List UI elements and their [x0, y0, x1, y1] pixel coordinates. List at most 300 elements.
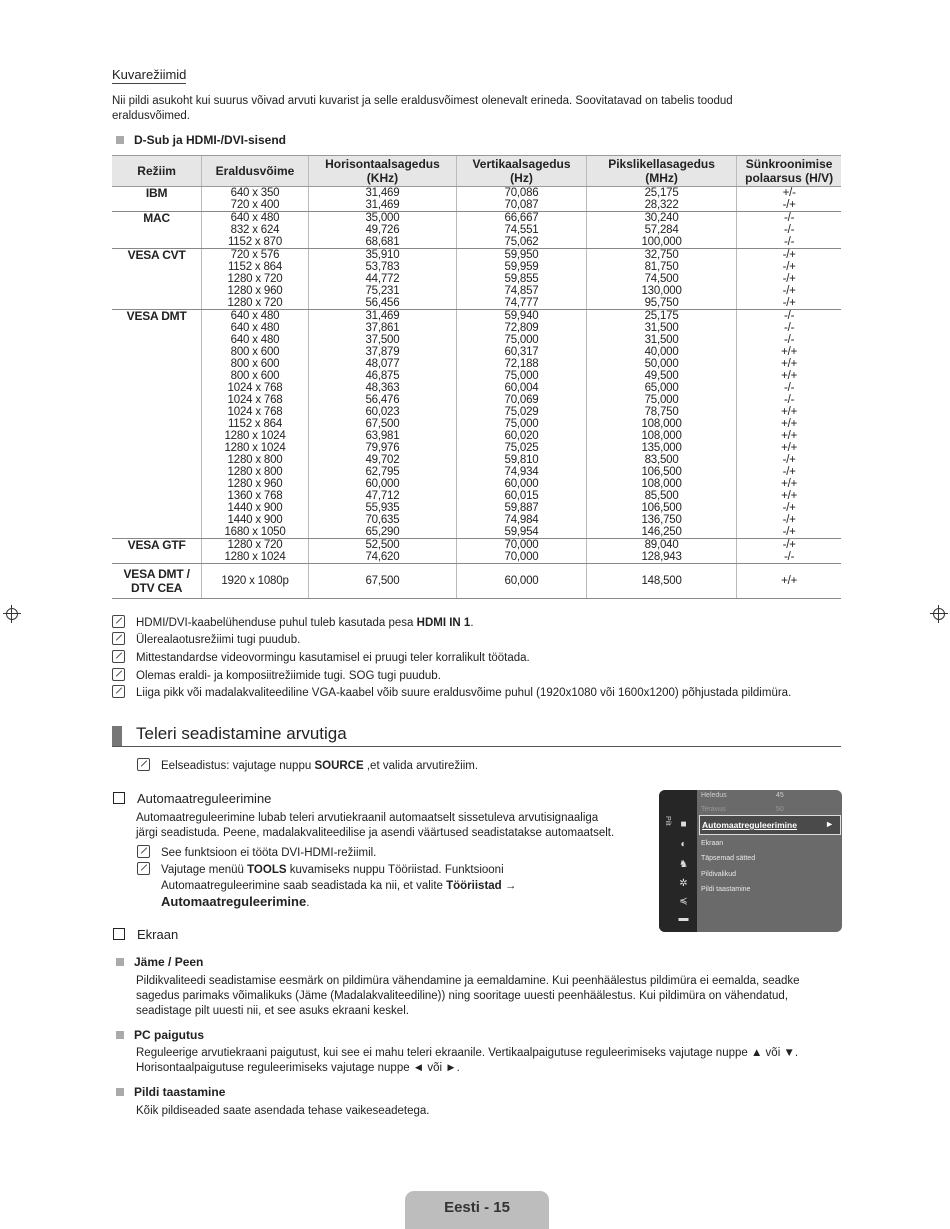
cell-value: 72,809	[504, 322, 539, 334]
pixel-clock-cell	[586, 310, 736, 539]
cell-value: 75,000	[504, 370, 539, 382]
menu-value-sharpness: 50	[776, 806, 784, 813]
cell-value: 640 x 350	[230, 187, 280, 199]
cell-value: 108,000	[641, 430, 682, 442]
cell-value: 106,500	[641, 502, 682, 514]
cell-value: 44,772	[365, 273, 400, 285]
cell-value: 100,000	[641, 236, 682, 248]
coarse-fine-header	[116, 953, 203, 971]
cell-value: 74,857	[504, 285, 539, 297]
cell-value: 40,000	[644, 346, 679, 358]
cell-value: 31,469	[365, 310, 400, 322]
horizontal-frequency-cell	[308, 564, 456, 599]
cell-value: 75,000	[504, 334, 539, 346]
cell-value: 48,077	[365, 358, 400, 370]
application-icon: ▬	[678, 913, 689, 924]
menu-item-screen[interactable]: Ekraan	[701, 840, 724, 847]
menu-item-auto-adjust[interactable]	[699, 815, 841, 835]
sync-polarity-cell	[737, 187, 841, 212]
note-text: Liiga pikk või madalakvaliteediline VGA-kaabel võib suure eraldusvõime puhul (1920x1080 või 1600x1200) põhjustada pildimüra.	[136, 687, 792, 699]
cell-value: -/+	[782, 297, 796, 309]
cell-value: 720 x 400	[230, 199, 280, 211]
cell-value: 89,040	[644, 539, 679, 551]
cell-value: 60,000	[504, 575, 539, 587]
note-text: ,et valida arvutirežiim.	[363, 760, 479, 772]
cell-value: 75,000	[644, 394, 679, 406]
channel-icon: ♞	[679, 859, 688, 870]
note-text: kuvamiseks nuppu Tööriistad. Funktsiooni	[286, 864, 504, 876]
cell-value: +/+	[781, 358, 798, 370]
mode-cell	[112, 187, 202, 212]
note-text: See funktsioon ei tööta DVI-HDMI-režiimil.	[161, 847, 377, 859]
menu-item-picture-reset[interactable]: Pildi taastamine	[701, 886, 751, 893]
cell-value: +/+	[781, 575, 798, 587]
picture-icon: ■	[680, 819, 687, 830]
cell-value: 67,500	[365, 418, 400, 430]
cell-value: 148,500	[641, 575, 682, 587]
cell-value: 70,069	[504, 394, 539, 406]
note-bold: HDMI IN 1	[416, 617, 471, 629]
cell-value: 108,000	[641, 478, 682, 490]
cell-value: 50,000	[644, 358, 679, 370]
cell-value: -/-	[784, 334, 795, 346]
sync-polarity-cell	[737, 539, 841, 564]
cell-value: 1280 x 960	[227, 285, 283, 297]
cell-value: 1152 x 864	[227, 261, 283, 273]
cell-value: -/-	[784, 322, 795, 334]
sync-polarity-cell	[737, 212, 841, 249]
horizontal-frequency-cell	[308, 212, 456, 249]
cell-value: -/+	[782, 539, 796, 551]
vertical-frequency-cell	[457, 187, 587, 212]
cell-value: 60,015	[504, 490, 539, 502]
intro-text	[112, 94, 792, 124]
cell-value: +/+	[781, 478, 798, 490]
cell-value: -/-	[784, 394, 795, 406]
table-row	[112, 187, 841, 212]
cell-value: 70,635	[365, 514, 400, 526]
note-bold: TOOLS	[247, 864, 287, 876]
vertical-frequency-cell	[457, 539, 587, 564]
cell-value: -/-	[784, 382, 795, 394]
text-line: sagedus parimaks võimalikuks (Jäme (Madalakvaliteediline)) ning sooritage uuesti peenhäälestus. Kui pildimüra on vähendatud,	[136, 990, 789, 1002]
table-header-cell	[112, 156, 202, 187]
mode-cell	[112, 539, 202, 564]
header-text: Sünkroonimise	[745, 157, 833, 171]
page-footer-tab	[405, 1191, 549, 1229]
resolution-cell	[202, 564, 309, 599]
cell-value: 78,750	[644, 406, 679, 418]
pc-position-text	[136, 1046, 798, 1076]
cell-value: VESA CVT	[127, 248, 186, 262]
intro-line-1: Nii pildi asukoht kui suurus võivad arvuti kuvarist ja selle eraldusvõimest olenevalt erineda. Soovitatavad on tabelis toodud	[112, 95, 733, 107]
cell-value: 800 x 600	[230, 370, 280, 382]
cell-value: VESA DMT /	[123, 567, 190, 581]
header-text: (KHz)	[366, 171, 399, 185]
note-interlace	[112, 632, 300, 647]
cell-value: 25,175	[644, 310, 679, 322]
cell-value: 1280 x 1024	[224, 551, 286, 563]
cell-value: 74,620	[365, 551, 400, 563]
cell-value: 47,712	[365, 490, 400, 502]
cell-value: 60,023	[365, 406, 400, 418]
square-bullet-icon	[116, 1088, 124, 1096]
cell-value: 66,667	[504, 212, 539, 224]
note-text: .	[470, 617, 474, 629]
cell-value: -/+	[782, 273, 796, 285]
note-text: Vajutage menüü	[161, 864, 248, 876]
note-dvi-hdmi	[137, 845, 376, 860]
cell-value: 37,861	[365, 322, 400, 334]
menu-side-label: Pilt	[664, 816, 671, 826]
mode-cell	[112, 212, 202, 249]
cell-value: IBM	[145, 186, 168, 200]
cell-value: 95,750	[644, 297, 679, 309]
cell-value: -/+	[782, 454, 796, 466]
cell-value: 31,469	[365, 199, 400, 211]
header-text: Pikslikellasagedus	[608, 157, 715, 171]
table-row	[112, 249, 841, 310]
menu-item-sharpness[interactable]: Teravus	[701, 806, 726, 813]
cell-value: 31,469	[365, 187, 400, 199]
cell-value: 640 x 480	[230, 310, 280, 322]
cell-value: -/+	[782, 526, 796, 538]
cell-value: 1280 x 960	[227, 478, 283, 490]
cell-value: 30,240	[644, 212, 679, 224]
cell-value: 70,086	[504, 187, 539, 199]
cell-value: 56,476	[365, 394, 400, 406]
cell-value: 60,317	[504, 346, 539, 358]
note-vga-cable	[112, 685, 791, 700]
cell-value: 74,984	[504, 514, 539, 526]
auto-adjust-heading	[113, 791, 271, 806]
table-row	[112, 310, 841, 539]
cell-value: +/+	[781, 406, 798, 418]
note-icon	[112, 650, 125, 663]
cell-value: 75,025	[504, 442, 539, 454]
note-nonstandard	[112, 650, 530, 665]
note-text: Automaatreguleerimine saab seadistada ka nii, et valite	[161, 880, 447, 892]
cell-value: 46,875	[365, 370, 400, 382]
cell-value: 48,363	[365, 382, 400, 394]
note-text: Eelseadistus: vajutage nuppu	[161, 760, 315, 772]
vertical-frequency-cell	[457, 212, 587, 249]
cell-value: 1280 x 720	[227, 297, 283, 309]
cell-value: -/+	[782, 502, 796, 514]
cell-value: 49,702	[365, 454, 400, 466]
cell-value: 70,087	[504, 199, 539, 211]
picture-reset-header	[116, 1083, 225, 1101]
cell-value: -/-	[784, 212, 795, 224]
menu-item-advanced[interactable]: Täpsemad sätted	[701, 855, 756, 862]
note-tools	[137, 862, 516, 911]
cell-value: 72,188	[504, 358, 539, 370]
table-header-row	[112, 156, 841, 187]
cell-value: 59,959	[504, 261, 539, 273]
arrow-right-icon: ►	[825, 819, 834, 829]
mode-cell	[112, 564, 202, 599]
note-icon	[137, 758, 150, 771]
horizontal-frequency-cell	[308, 187, 456, 212]
cell-value: 1920 x 1080p	[221, 575, 289, 587]
cell-value: 35,000	[365, 212, 400, 224]
cell-value: -/+	[782, 466, 796, 478]
note-icon	[112, 615, 125, 628]
header-text: Vertikaalsagedus	[472, 157, 571, 171]
resolution-cell	[202, 310, 309, 539]
coarse-fine-title: Jäme / Peen	[134, 955, 204, 969]
table-header-cell	[586, 156, 736, 187]
cell-value: 136,750	[641, 514, 682, 526]
cell-value: 75,062	[504, 236, 539, 248]
cell-value: 28,322	[644, 199, 679, 211]
cell-value: 1024 x 768	[227, 406, 283, 418]
main-heading: Teleri seadistamine arvutiga	[136, 724, 347, 743]
cell-value: 130,000	[641, 285, 682, 297]
auto-adjust-text	[136, 811, 614, 841]
intro-line-2: eraldusvõimed.	[112, 110, 190, 122]
pc-position-title: PC paigutus	[134, 1028, 205, 1042]
horizontal-frequency-cell	[308, 310, 456, 539]
subsection-title: D-Sub ja HDMI-/DVI-sisend	[134, 133, 287, 147]
display-modes-table	[112, 155, 841, 599]
text-line: Reguleerige arvutiekraani paigutust, kui see ei mahu teleri ekraanile. Vertikaalpaigutuse reguleerimiseks vajutage nuppe ▲ või ▼.	[136, 1047, 799, 1059]
text-line: Horisontaalpaigutuse reguleerimiseks vajutage nuppe ◄ või ►.	[136, 1062, 460, 1074]
mode-cell	[112, 310, 202, 539]
cell-value: 56,456	[365, 297, 400, 309]
cell-value: 85,500	[644, 490, 679, 502]
cell-value: -/+	[782, 514, 796, 526]
cell-value: 37,500	[365, 334, 400, 346]
cell-value: 70,000	[504, 539, 539, 551]
cell-value: 640 x 480	[230, 212, 280, 224]
cell-value: 52,500	[365, 539, 400, 551]
coarse-fine-text	[136, 974, 800, 1019]
cell-value: 75,231	[365, 285, 400, 297]
cell-value: 67,500	[365, 575, 400, 587]
cell-value: 25,175	[644, 187, 679, 199]
cell-value: 70,000	[504, 551, 539, 563]
note-text: →	[501, 880, 517, 892]
cell-value: 60,000	[504, 478, 539, 490]
cell-value: 49,726	[365, 224, 400, 236]
square-bullet-icon	[116, 958, 124, 966]
menu-item-auto-adjust-label: Automaatreguleerimine	[702, 820, 797, 830]
cell-value: +/-	[782, 187, 796, 199]
note-text: Ülerealaotusrežiimi tugi puudub.	[136, 634, 301, 646]
pixel-clock-cell	[586, 249, 736, 310]
note-icon	[112, 668, 125, 681]
vertical-frequency-cell	[457, 249, 587, 310]
horizontal-frequency-cell	[308, 539, 456, 564]
cell-value: 57,284	[644, 224, 679, 236]
cell-value: 1152 x 870	[227, 236, 283, 248]
cell-value: 1360 x 768	[227, 490, 283, 502]
cell-value: 59,940	[504, 310, 539, 322]
checkbox-bullet-icon	[113, 792, 125, 804]
cell-value: +/+	[781, 346, 798, 358]
cell-value: 59,887	[504, 502, 539, 514]
vertical-frequency-cell	[457, 564, 587, 599]
cell-value: -/-	[784, 236, 795, 248]
resolution-cell	[202, 212, 309, 249]
table-row	[112, 539, 841, 564]
table-header-cell	[308, 156, 456, 187]
cell-value: -/-	[784, 551, 795, 563]
cell-value: 640 x 480	[230, 322, 280, 334]
cell-value: 640 x 480	[230, 334, 280, 346]
table-row	[112, 212, 841, 249]
cell-value: 1280 x 720	[227, 273, 283, 285]
cell-value: -/+	[782, 199, 796, 211]
cell-value: 800 x 600	[230, 346, 280, 358]
table-header-cell	[202, 156, 309, 187]
main-heading-bar	[112, 724, 841, 747]
cell-value: 108,000	[641, 418, 682, 430]
header-text: Eraldusvõime	[215, 164, 295, 178]
heading-block-icon	[112, 726, 122, 746]
tv-menu-screenshot	[659, 790, 842, 932]
cell-value: 49,500	[644, 370, 679, 382]
cell-value: 81,750	[644, 261, 679, 273]
cell-value: 720 x 576	[230, 249, 280, 261]
cell-value: 800 x 600	[230, 358, 280, 370]
cell-value: 59,810	[504, 454, 539, 466]
resolution-cell	[202, 187, 309, 212]
note-bold: Automaatreguleerimine	[161, 894, 307, 909]
cell-value: 60,004	[504, 382, 539, 394]
auto-line-2: järgi seadistuda. Peene, madalakvaliteedilise ja asendi väärtused seadistatakse automaatselt.	[136, 827, 615, 839]
cell-value: 60,000	[365, 478, 400, 490]
cell-value: 63,981	[365, 430, 400, 442]
cell-value: -/-	[784, 224, 795, 236]
table-header-cell	[457, 156, 587, 187]
cell-value: 106,500	[641, 466, 682, 478]
cell-value: +/+	[781, 490, 798, 502]
square-bullet-icon	[116, 136, 124, 144]
cell-value: 37,879	[365, 346, 400, 358]
note-presetting	[137, 758, 478, 773]
cell-value: 65,000	[644, 382, 679, 394]
table-header-cell	[737, 156, 841, 187]
menu-item-picture-options[interactable]: Pildivalikud	[701, 871, 737, 878]
cell-value: 146,250	[641, 526, 682, 538]
cell-value: 1280 x 1024	[224, 442, 286, 454]
square-bullet-icon	[116, 1031, 124, 1039]
note-sync	[112, 668, 441, 683]
cell-value: +/+	[781, 442, 798, 454]
cell-value: MAC	[143, 211, 170, 225]
resolution-cell	[202, 249, 309, 310]
cell-value: 68,681	[365, 236, 400, 248]
table-row	[112, 564, 841, 599]
cell-value: 75,029	[504, 406, 539, 418]
cell-value: 32,750	[644, 249, 679, 261]
note-bold: SOURCE	[314, 760, 364, 772]
cell-value: 128,943	[641, 551, 682, 563]
menu-value-brightness: 45	[776, 792, 784, 799]
cell-value: 832 x 624	[230, 224, 280, 236]
picture-reset-title: Pildi taastamine	[134, 1085, 226, 1099]
note-text: .	[306, 897, 310, 909]
sync-polarity-cell	[737, 249, 841, 310]
header-text: Režiim	[137, 164, 176, 178]
cell-value: 1024 x 768	[227, 382, 283, 394]
cell-value: 1680 x 1050	[224, 526, 286, 538]
cell-value: 59,954	[504, 526, 539, 538]
cell-value: 65,290	[365, 526, 400, 538]
note-text: HDMI/DVI-kaabelühenduse puhul tuleb kasutada pesa	[136, 617, 417, 629]
cell-value: 1280 x 1024	[224, 430, 286, 442]
note-hdmi	[112, 615, 474, 630]
header-text: Horisontaalsagedus	[325, 157, 440, 171]
cell-value: 55,935	[365, 502, 400, 514]
cell-value: +/+	[781, 418, 798, 430]
registration-mark-right	[933, 608, 945, 620]
pc-position-header	[116, 1026, 204, 1044]
cell-value: 74,500	[644, 273, 679, 285]
auto-adjust-title: Automaatreguleerimine	[137, 791, 272, 806]
sync-polarity-cell	[737, 564, 841, 599]
cell-value: 1280 x 800	[227, 454, 283, 466]
vertical-frequency-cell	[457, 310, 587, 539]
sync-polarity-cell	[737, 310, 841, 539]
registration-mark-left	[6, 608, 18, 620]
screen-heading	[113, 927, 178, 942]
horizontal-frequency-cell	[308, 249, 456, 310]
auto-line-1: Automaatreguleerimine lubab teleri arvutiekraanil automaatselt sissetuleva arvutisignaaliga	[136, 812, 599, 824]
header-text: polaarsus (H/V)	[745, 171, 834, 185]
cell-value: 74,551	[504, 224, 539, 236]
note-text: Mittestandardse videovormingu kasutamisel ei pruugi teler korralikult töötada.	[136, 652, 530, 664]
resolution-cell	[202, 539, 309, 564]
mode-cell	[112, 249, 202, 310]
note-bold: Tööriistad	[446, 880, 502, 892]
cell-value: 1440 x 900	[227, 514, 283, 526]
cell-value: 35,910	[365, 249, 400, 261]
cell-value: +/+	[781, 430, 798, 442]
cell-value: 75,000	[504, 418, 539, 430]
note-icon	[137, 845, 150, 858]
section-title: Kuvarežiimid	[112, 67, 187, 82]
note-icon	[112, 632, 125, 645]
subsection-header	[116, 131, 286, 149]
cell-value: -/+	[782, 285, 796, 297]
page-number: Eesti - 15	[444, 1199, 510, 1216]
cell-value: 1024 x 768	[227, 394, 283, 406]
cell-value: 59,855	[504, 273, 539, 285]
pixel-clock-cell	[586, 564, 736, 599]
cell-value: 135,000	[641, 442, 682, 454]
note-icon	[112, 685, 125, 698]
cell-value: -/+	[782, 261, 796, 273]
cell-value: 79,976	[365, 442, 400, 454]
text-line: Pildikvaliteedi seadistamise eesmärk on pildimüra vähendamine ja eemaldamine. Kui peenhäälestus pildimüra ei eemalda, seadke	[136, 975, 800, 987]
setup-icon: ✲	[679, 878, 688, 889]
pixel-clock-cell	[586, 539, 736, 564]
note-icon	[137, 862, 150, 875]
sound-icon: ◐	[680, 839, 687, 850]
cell-value: VESA DMT	[126, 309, 187, 323]
note-text: Olemas eraldi- ja komposiitrežiimide tugi. SOG tugi puudub.	[136, 670, 441, 682]
header-text: (MHz)	[645, 171, 678, 185]
cell-value: 74,934	[504, 466, 539, 478]
cell-value: DTV CEA	[130, 581, 183, 595]
cell-value: 31,500	[644, 334, 679, 346]
input-icon: ≼	[679, 896, 688, 907]
menu-item-brightness[interactable]: Heledus	[701, 792, 727, 799]
cell-value: 59,950	[504, 249, 539, 261]
